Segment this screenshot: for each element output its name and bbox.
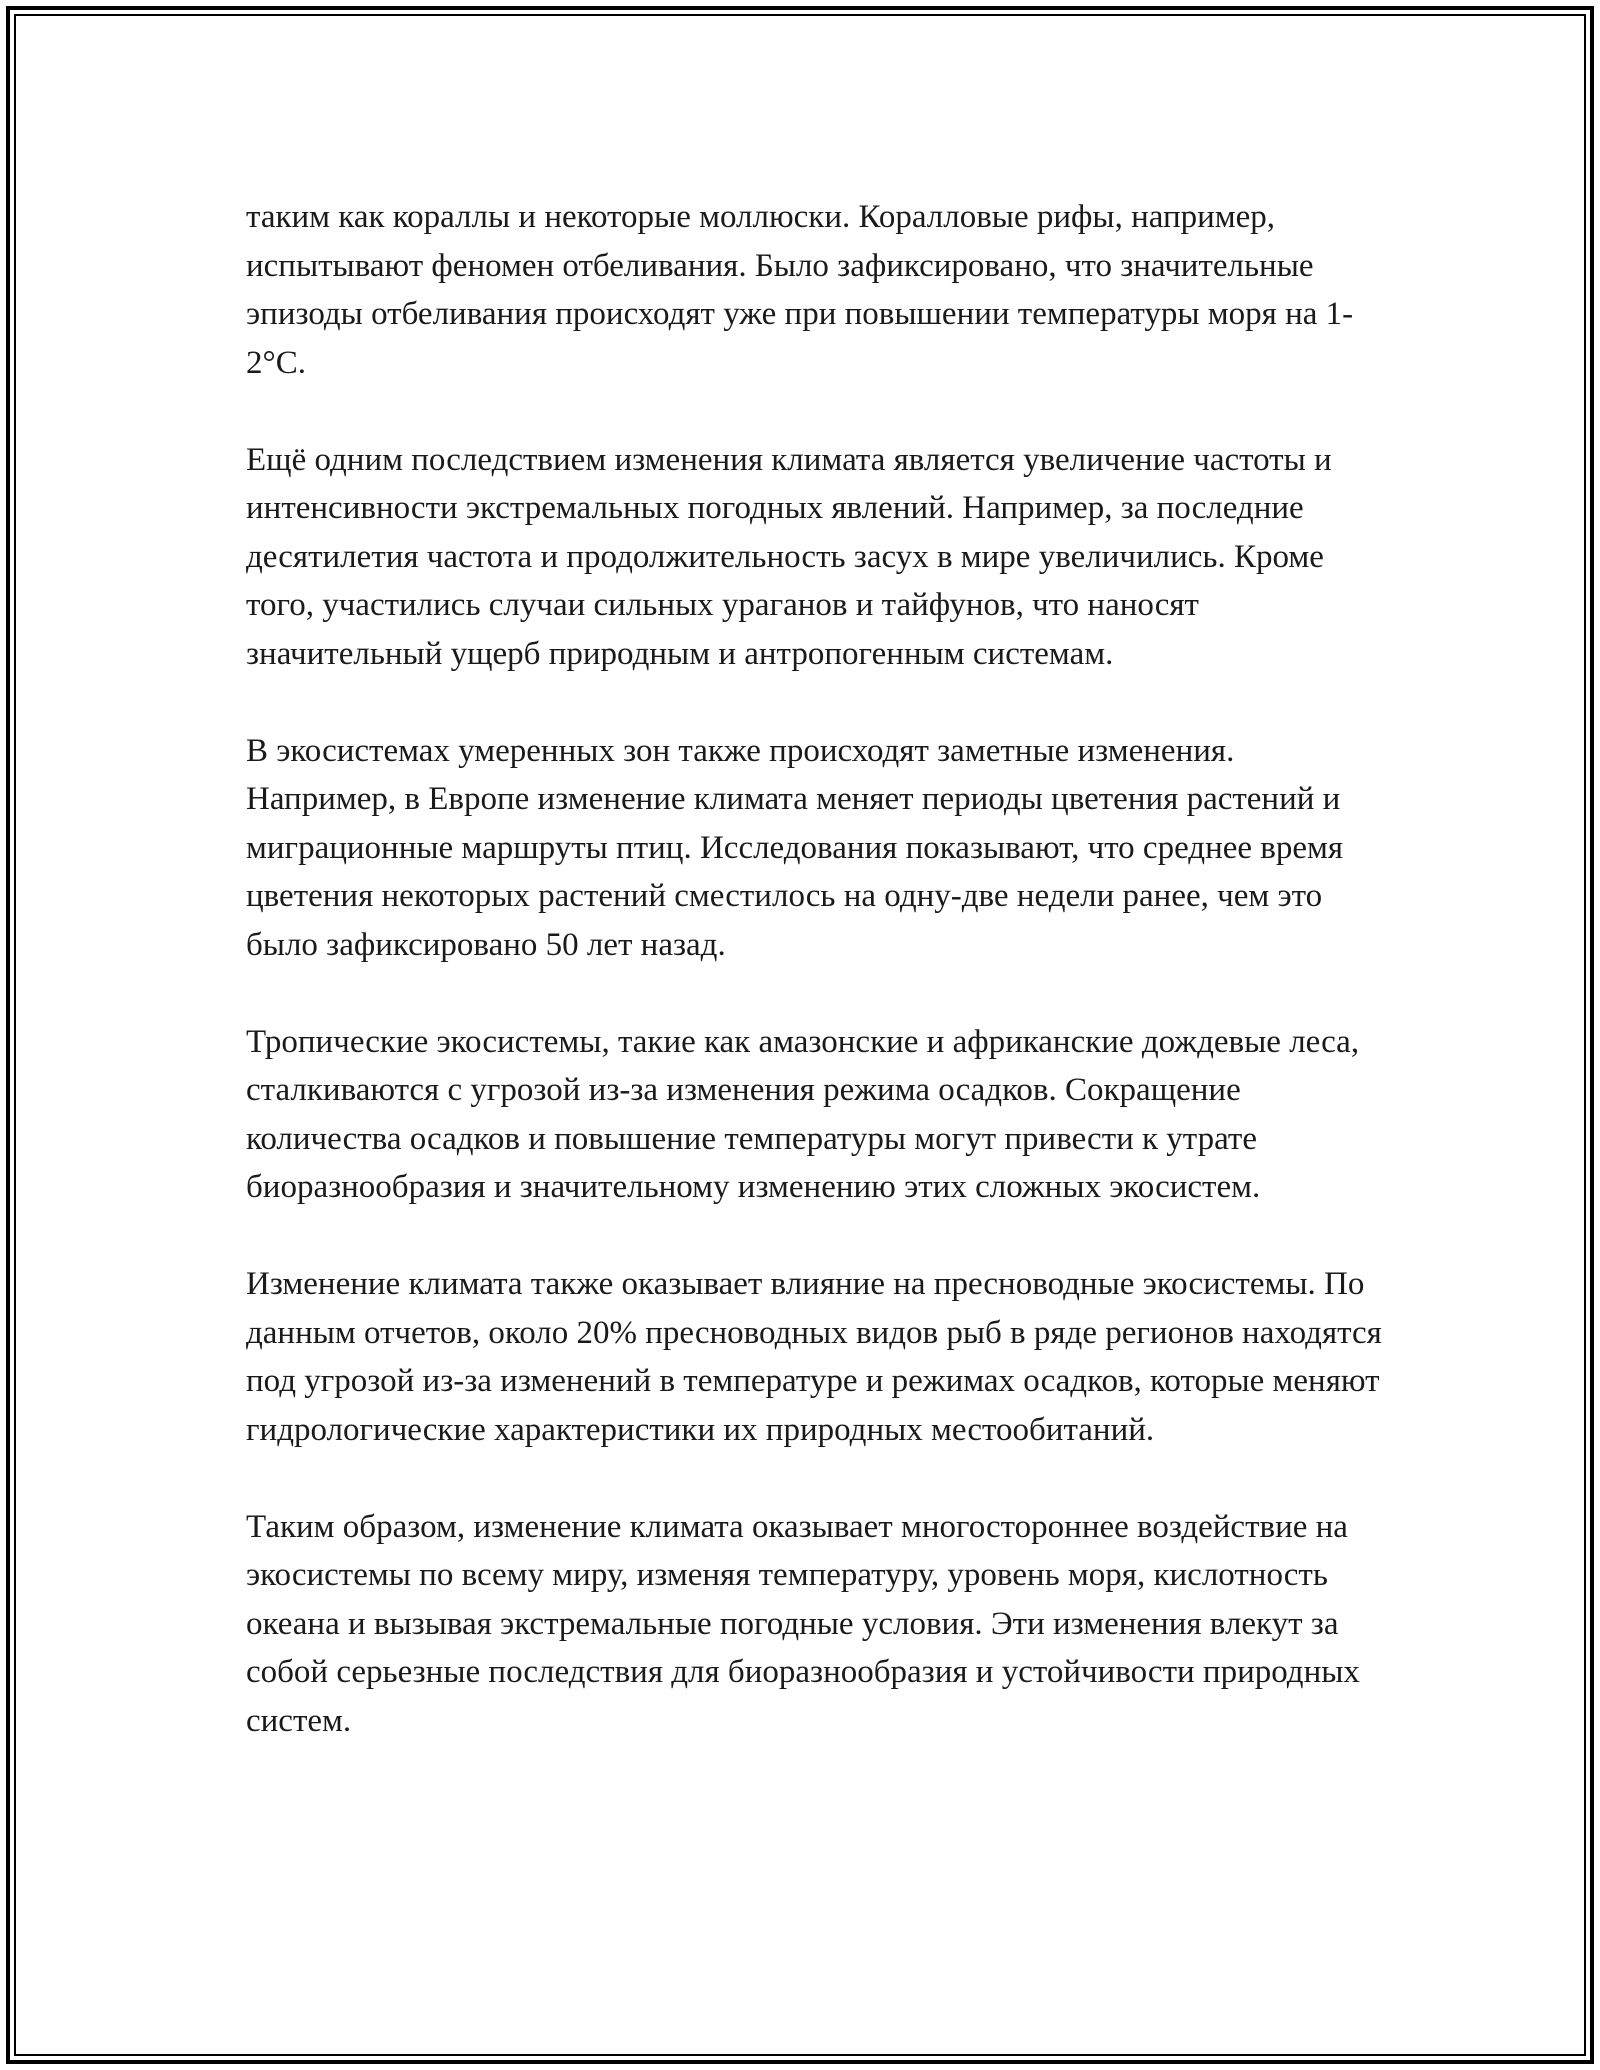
paragraph-extreme-weather: Ещё одним последствием изменения климата является увеличение частоты и интенсивности экстремальных погодных явлений. Например, за последние десятилетия частота и продолжительность засух в мире увеличились. Кроме того, участились случаи сильных ураганов и тайфунов, что наносят значительный ущерб природным и антропогенным системам.	[246, 441, 1332, 672]
paragraph-tropical-ecosystems: Тропические экосистемы, такие как амазонские и африканские дождевые леса, сталкиваются с угрозой из-за изменения режима осадков. Сокращение количества осадков и повышение температуры могут привести к утрате биоразнообразия и значительному изменению этих сложных экосистем.	[246, 1023, 1360, 1205]
paragraph-coral-bleaching: таким как кораллы и некоторые моллюски. Коралловые рифы, например, испытывают феномен отбеливания. Было зафиксировано, что значительные эпизоды отбеливания происходят уже при повышении температуры моря на 1-2°C.	[246, 199, 1354, 381]
paragraph-temperate-ecosystems: В экосистемах умеренных зон также происходят заметные изменения. Например, в Европе изменение климата меняет периоды цветения растений и миграционные маршруты птиц. Исследования показывают, что среднее время цветения некоторых растений сместилось на одну-две недели ранее, чем это было зафиксировано 50 лет назад.	[246, 732, 1344, 963]
document-body	[246, 193, 1386, 1745]
page-frame	[6, 6, 1594, 2064]
paragraph-freshwater-ecosystems: Изменение климата также оказывает влияние на пресноводные экосистемы. По данным отчетов, около 20% пресноводных видов рыб в ряде регионов находятся под угрозой из-за изменений в температуре и режимах осадков, которые меняют гидрологические характеристики их природных местообитаний.	[246, 1266, 1382, 1448]
paragraph-conclusion: Таким образом, изменение климата оказывает многостороннее воздействие на экосистемы по всему миру, изменяя температуру, уровень моря, кислотность океана и вызывая экстремальные погодные условия. Эти изменения влекут за собой серьезные последствия для биоразнообразия и устойчивости природных систем.	[246, 1508, 1360, 1739]
